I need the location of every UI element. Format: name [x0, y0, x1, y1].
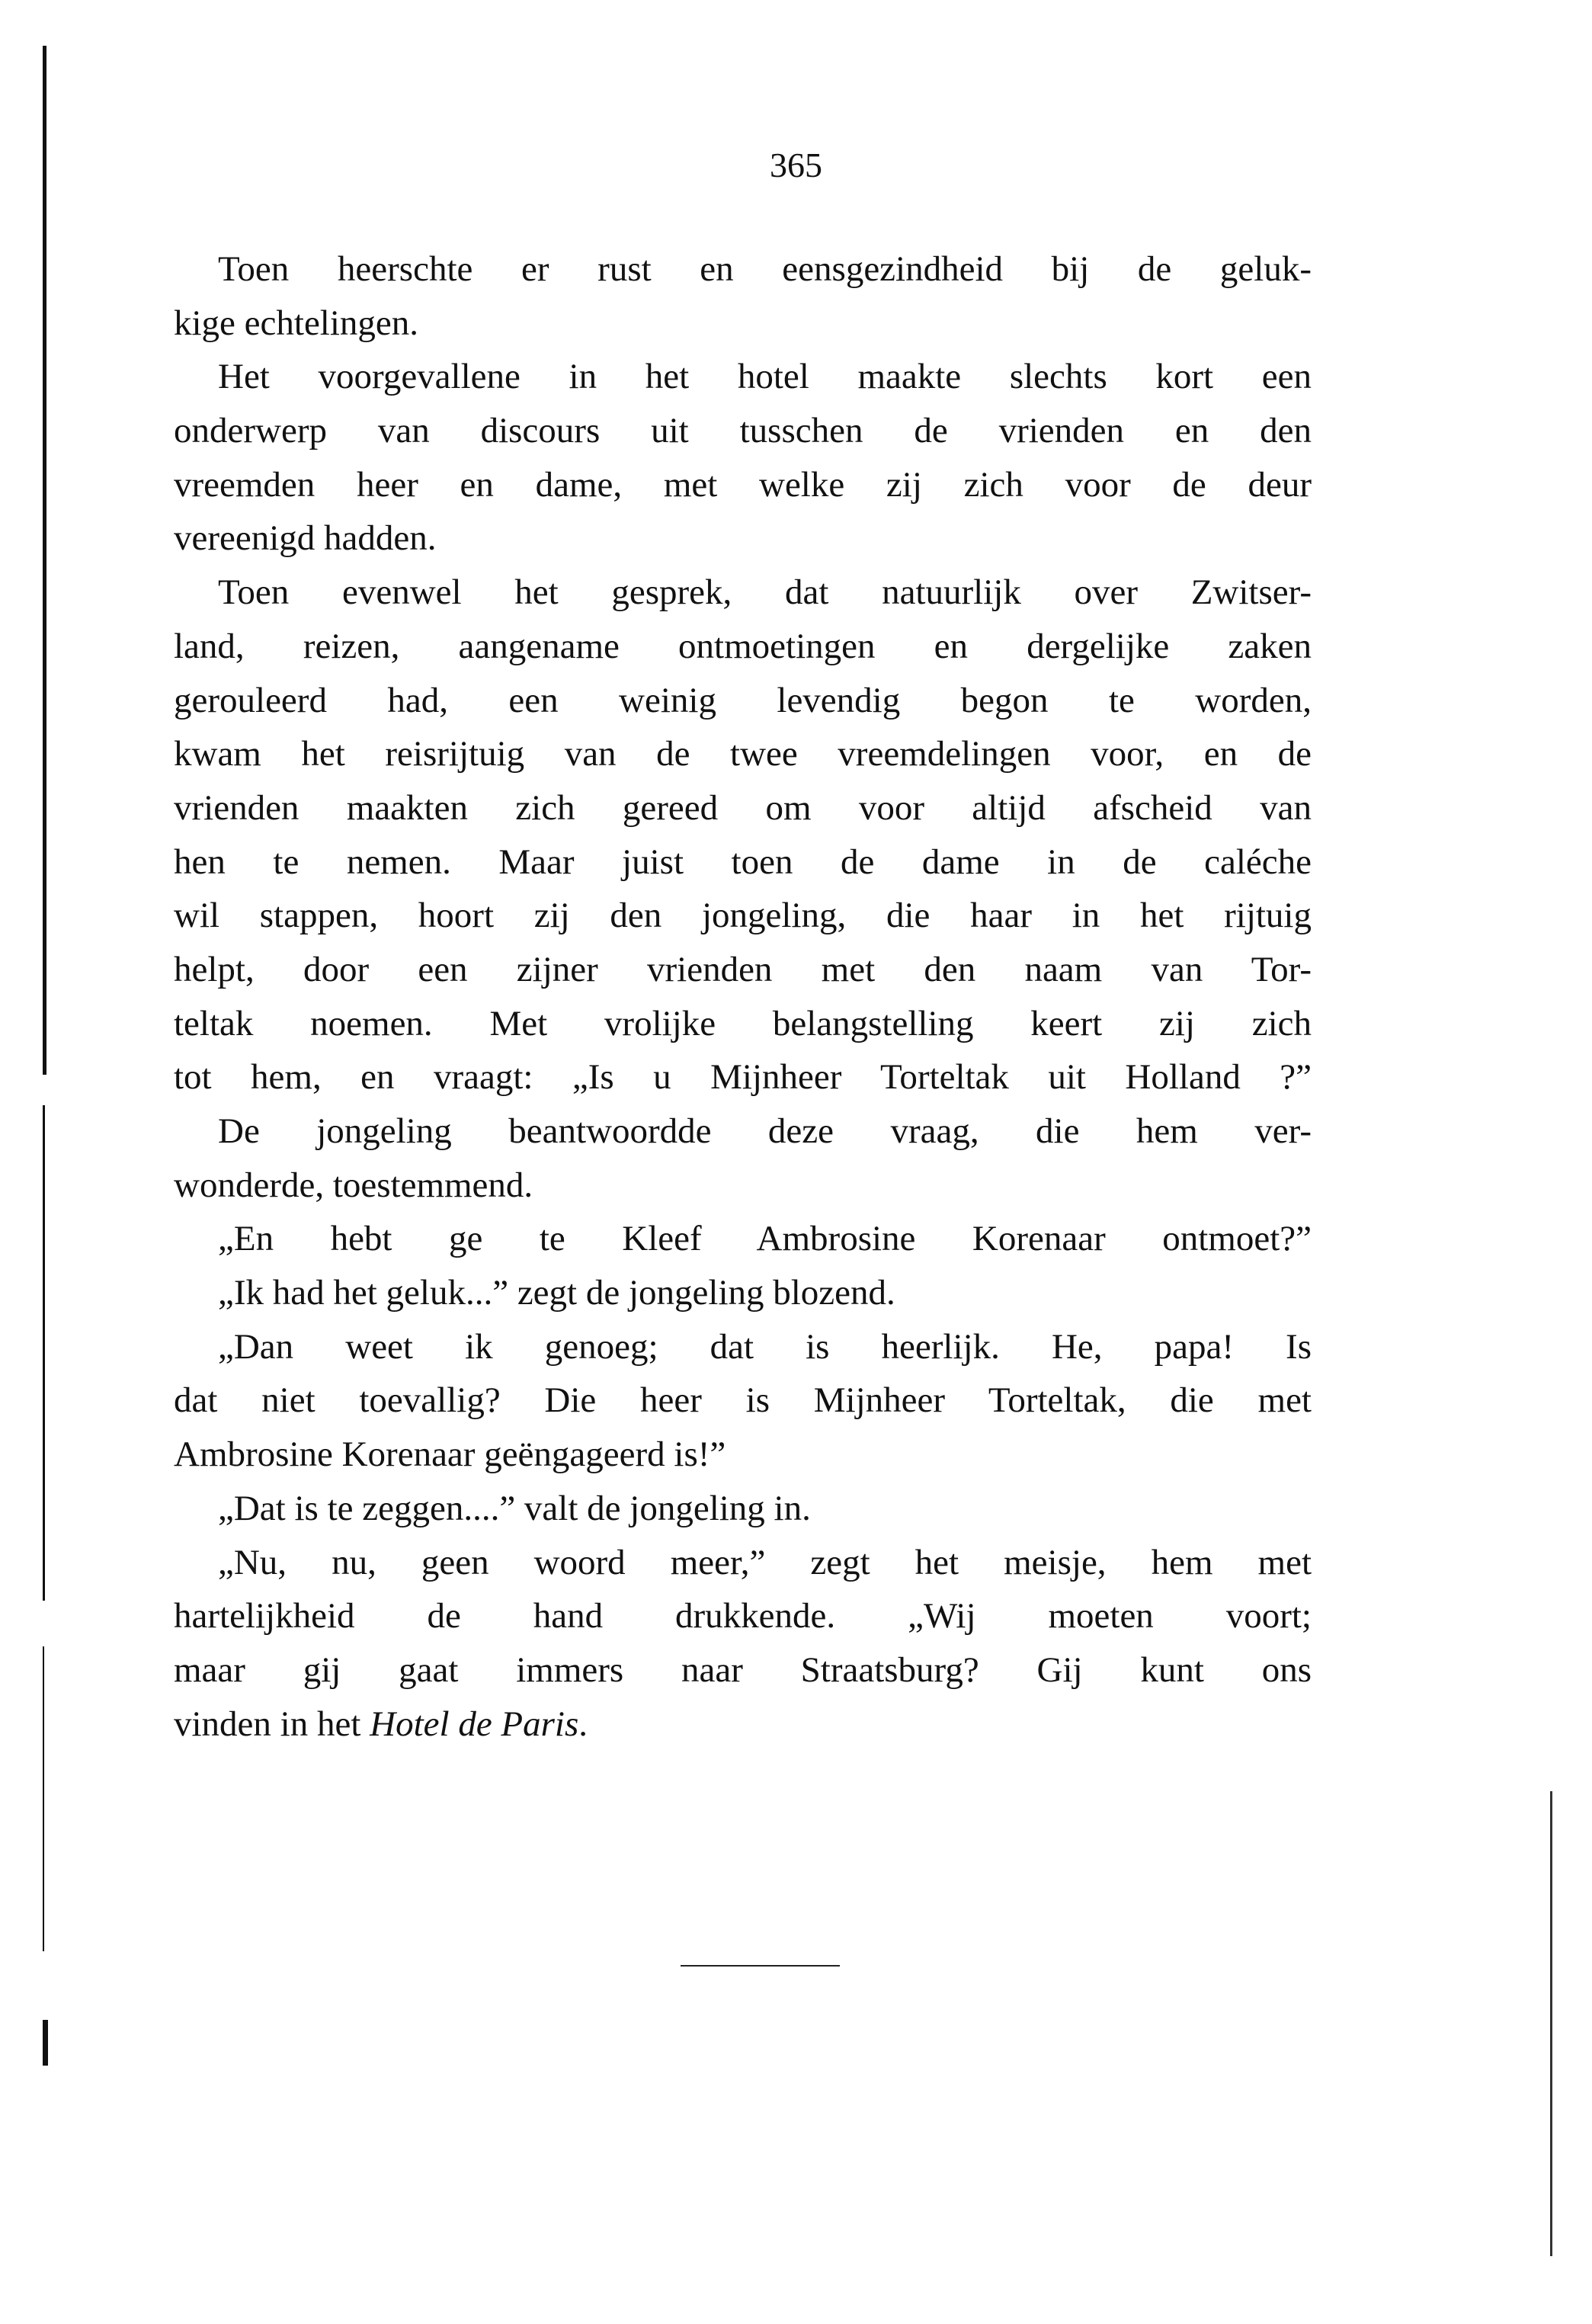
text-line: De jongeling beantwoordde deze vraag, die hem ver- — [218, 1111, 1312, 1151]
text-line: vereenigd hadden. — [174, 518, 437, 559]
text-line: „Dan weet ik genoeg; dat is heerlijk. He, papa! Is — [218, 1326, 1312, 1367]
final-line-suffix: . — [578, 1704, 588, 1744]
text-line: „En hebt ge te Kleef Ambrosine Korenaar ontmoet?” — [218, 1219, 1312, 1259]
text-line: vrienden maakten zich gereed om voor altijd afscheid van — [174, 787, 1312, 828]
text-line: maar gij gaat immers naar Straatsburg? Gij kunt ons — [174, 1649, 1312, 1690]
text-line: „Ik had het geluk...” zegt de jongeling blozend. — [218, 1273, 895, 1313]
final-line-prefix: vinden in het — [174, 1704, 370, 1744]
text-line: vreemden heer en dame, met welke zij zich voor de deur — [174, 464, 1312, 505]
text-line: Ambrosine Korenaar geëngageerd is!” — [174, 1434, 726, 1475]
body-text — [174, 242, 1312, 1751]
text-line: Het voorgevallene in het hotel maakte slechts kort een — [218, 357, 1312, 397]
scan-edge-mark — [1550, 1791, 1552, 2256]
page-number: 365 — [770, 146, 822, 184]
text-line: land, reizen, aangename ontmoetingen en dergelijke zaken — [174, 626, 1312, 666]
text-line: tot hem, en vraagt: „Is u Mijnheer Torteltak uit Holland ?” — [174, 1057, 1312, 1098]
text-line: hen te nemen. Maar juist toen de dame in de caléche — [174, 841, 1312, 882]
text-line: gerouleerd had, een weinig levendig begon te worden, — [174, 680, 1312, 720]
text-line — [174, 1697, 1312, 1752]
text-line: Toen heerschte er rust en eensgezindheid bij de geluk- — [218, 249, 1312, 289]
text-line: teltak noemen. Met vrolijke belangstelling keert zij zich — [174, 1003, 1312, 1043]
text-line: hartelijkheid de hand drukkende. „Wij moeten voort; — [174, 1596, 1312, 1636]
text-line: helpt, door een zijner vrienden met den naam van Tor- — [174, 949, 1312, 989]
hotel-name: Hotel de Paris — [370, 1704, 579, 1744]
text-line: wonderde, toestemmend. — [174, 1165, 533, 1205]
text-line: „Nu, nu, geen woord meer,” zegt het meisje, hem met — [218, 1542, 1312, 1582]
text-line: kige echtelingen. — [174, 303, 419, 343]
text-line: „Dat is te zeggen....” valt de jongeling in. — [218, 1488, 811, 1528]
end-rule — [681, 1965, 840, 1967]
text-line: dat niet toevallig? Die heer is Mijnheer Torteltak, die met — [174, 1380, 1312, 1421]
text-line: wil stappen, hoort zij den jongeling, die haar in het rijtuig — [174, 896, 1312, 936]
text-line: Toen evenwel het gesprek, dat natuurlijk over Zwitser- — [218, 572, 1312, 613]
text-line: kwam het reisrijtuig van de twee vreemdelingen voor, en de — [174, 734, 1312, 774]
scan-edge-mark — [43, 1646, 44, 1951]
text-line: onderwerp van discours uit tusschen de vrienden en den — [174, 411, 1312, 451]
scan-edge-mark — [43, 2020, 48, 2066]
scan-edge-mark — [43, 1105, 45, 1601]
scan-edge-mark — [43, 46, 46, 1075]
